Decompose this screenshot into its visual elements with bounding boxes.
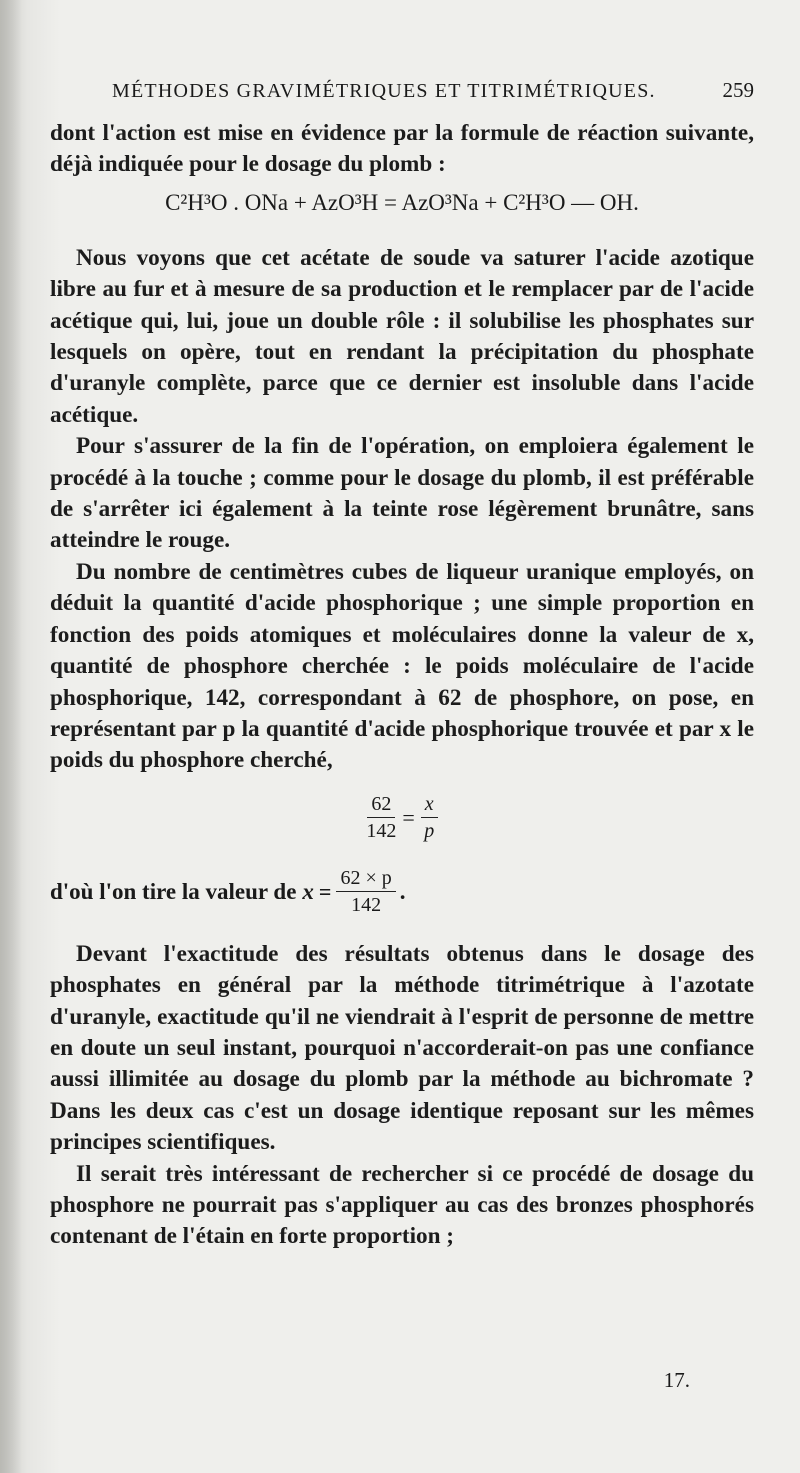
fraction-left <box>366 793 396 842</box>
paragraph-6: Il serait très intéressant de rechercher si ce procédé de dosage du phosphore ne pourrait pas s'appliquer au cas des bronzes phosphorés contenant de l'étain en forte proportion ; <box>50 1160 754 1250</box>
page-number: 259 <box>722 78 754 102</box>
result-numerator: 62 × p <box>336 867 395 892</box>
result-equation <box>50 853 754 931</box>
page-header <box>112 78 754 118</box>
running-title: MÉTHODES GRAVIMÉTRIQUES ET TITRIMÉTRIQUES. <box>112 80 656 102</box>
fraction-right-numerator: x <box>421 793 438 818</box>
result-period: . <box>399 878 406 904</box>
paragraph-4: Du nombre de centimètres cubes de liqueur uranique employés, on déduit la quantité d'acide phosphorique ; une simple proportion en fonction des poids atomiques et moléculaires donne la valeur de x, quantité de phosphore cherchée : le poids moléculaire de l'acide phosphorique, 142, correspondant à 62 de phosphore, on pose, en représentant par p la quantité d'acide phosphorique trouvée et par x le poids du phosphore cherché, <box>50 558 754 774</box>
result-equals: = <box>318 878 332 904</box>
fraction-left-denominator: 142 <box>366 820 397 843</box>
result-denominator: 142 <box>351 894 382 917</box>
paragraph-3: Pour s'assurer de la fin de l'opération, on emploiera également le procédé à la touche ; comme pour le dosage du plomb, il est préférable de s'arrêter ici également à la teinte rose légèrement brunâtre, sans atteindre le rouge. <box>50 433 754 554</box>
paragraph-2: Nous voyons que cet acétate de soude va saturer l'acide azotique libre au fur et à mesure de sa production et le remplacer par de l'acide acétique qui, lui, joue un double rôle : il solubilise les phosphates sur lesquels on opère, tout en rendant la précipitation du phosphate d'uranyle complète, parce que ce dernier est insoluble dans l'acide acétique. <box>50 244 754 428</box>
signature-mark: 17. <box>663 1368 690 1392</box>
result-variable: x <box>302 878 314 904</box>
paragraph-1: dont l'action est mise en évidence par la formule de réaction suivante, déjà indiquée pour le dosage du plomb : <box>50 120 754 178</box>
result-fraction <box>336 867 395 916</box>
paragraph-5: Devant l'exactitude des résultats obtenus dans le dosage des phosphates en général par la méthode titrimétrique à l'azotate d'uranyle, exactitude qu'il ne viendrait à l'esprit de personne de mettre en doute un seul instant, pourquoi n'accorderait-on pas une confiance aussi illimitée au dosage du plomb par la méthode au bichromate ? Dans les deux cas c'est un dosage identique reposant sur les mêmes principes scientifiques. <box>50 940 754 1156</box>
fraction-left-numerator: 62 <box>367 793 395 818</box>
reaction-formula: C²H³O . ONa + AzO³H = AzO³Na + C²H³O — OH. <box>165 189 639 215</box>
equals-sign: = <box>402 804 415 830</box>
result-lead-text: d'où l'on tire la valeur de <box>50 878 297 904</box>
proportion-equation <box>50 783 754 853</box>
fraction-right <box>421 793 438 842</box>
fraction-right-denominator: p <box>424 820 435 843</box>
